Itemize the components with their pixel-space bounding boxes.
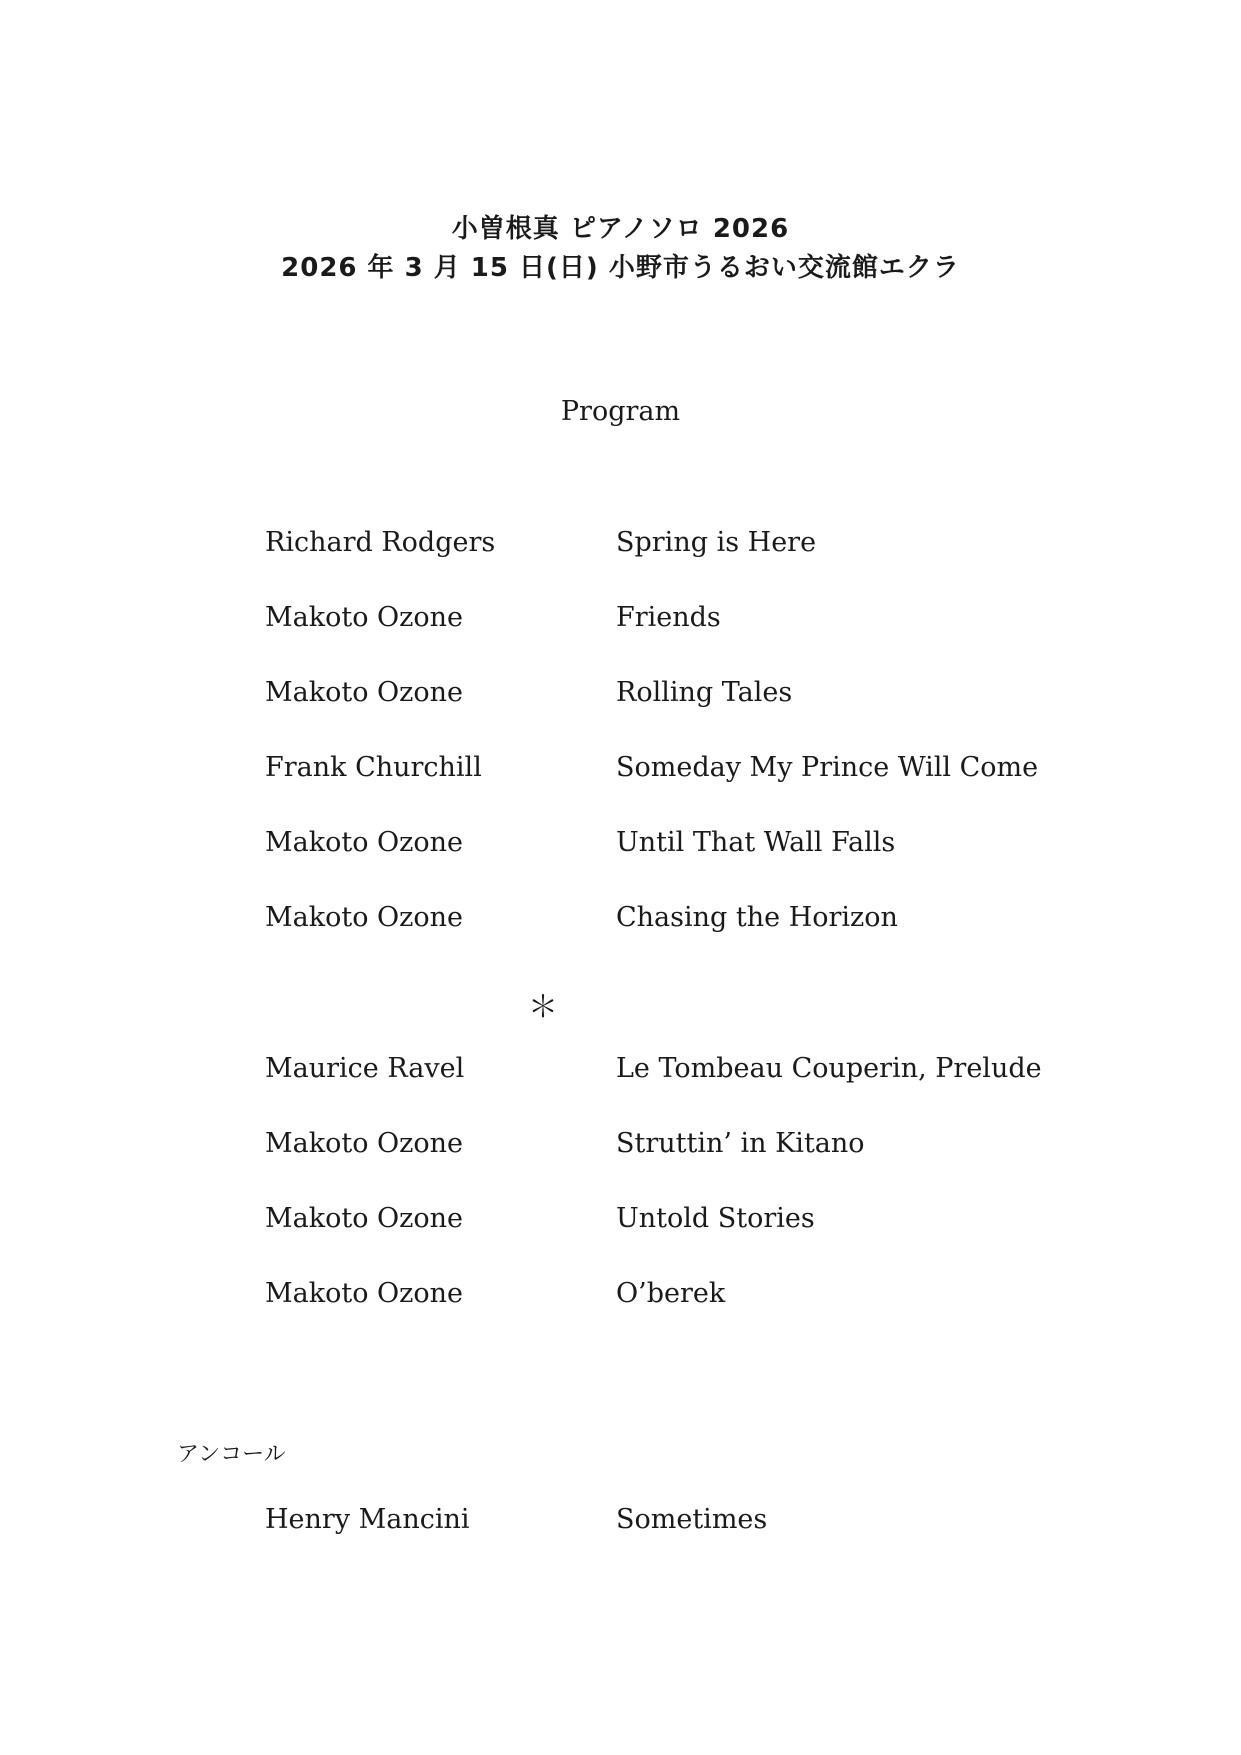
composer-name: Richard Rodgers xyxy=(265,527,496,558)
piece-title: Until That Wall Falls xyxy=(616,827,896,858)
composer-name: Makoto Ozone xyxy=(265,1203,464,1234)
piece-title: Rolling Tales xyxy=(616,677,793,708)
piece-title: Friends xyxy=(616,602,721,633)
piece-title: Someday My Prince Will Come xyxy=(616,752,1039,783)
concert-title: 小曽根真 ピアノソロ 2026 xyxy=(451,214,790,244)
encore-heading: アンコール xyxy=(177,1442,286,1467)
piece-title: Sometimes xyxy=(616,1504,768,1535)
piece-title: Chasing the Horizon xyxy=(616,902,898,933)
program-row xyxy=(0,1203,1241,1243)
program-row xyxy=(0,1128,1241,1168)
piece-title: Spring is Here xyxy=(616,527,817,558)
composer-name: Henry Mancini xyxy=(265,1504,470,1535)
composer-name: Makoto Ozone xyxy=(265,902,464,933)
concert-date-venue: 2026 年 3 月 15 日(日) 小野市うるおい交流館エクラ xyxy=(281,253,960,283)
program-row xyxy=(0,902,1241,942)
piece-title: Untold Stories xyxy=(616,1203,815,1234)
composer-name: Makoto Ozone xyxy=(265,1128,464,1159)
piece-title: O’berek xyxy=(616,1278,726,1309)
composer-name: Makoto Ozone xyxy=(265,827,464,858)
program-row xyxy=(0,827,1241,867)
program-row xyxy=(0,1278,1241,1318)
program-row xyxy=(0,752,1241,792)
composer-name: Makoto Ozone xyxy=(265,677,464,708)
composer-name: Maurice Ravel xyxy=(265,1053,465,1084)
piece-title: Le Tombeau Couperin, Prelude xyxy=(616,1053,1042,1084)
program-row xyxy=(0,527,1241,567)
composer-name: Frank Churchill xyxy=(265,752,482,783)
intermission-separator: ＊ xyxy=(528,990,558,1025)
composer-name: Makoto Ozone xyxy=(265,602,464,633)
program-heading: Program xyxy=(560,396,681,427)
program-row xyxy=(0,677,1241,717)
program-row xyxy=(0,1053,1241,1093)
piece-title: Struttin’ in Kitano xyxy=(616,1128,865,1159)
program-row xyxy=(0,602,1241,642)
composer-name: Makoto Ozone xyxy=(265,1278,464,1309)
encore-row xyxy=(0,1504,1241,1544)
